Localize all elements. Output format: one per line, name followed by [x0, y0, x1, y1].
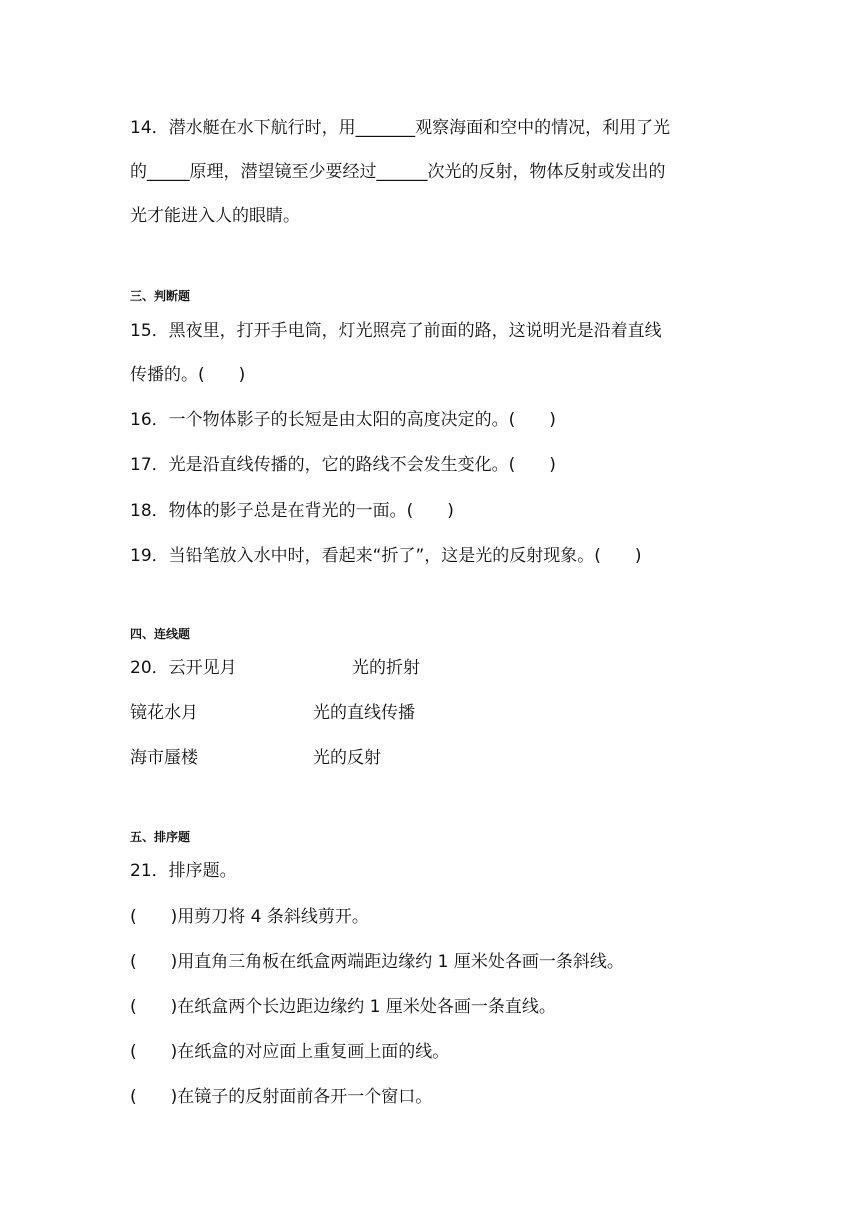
question-14-line-3: 光才能进入人的眼睛。: [130, 206, 300, 226]
question-16: 16．一个物体影子的长短是由太阳的高度决定的。( ): [130, 410, 556, 430]
ordering-item: ( )在镜子的反射面前各开一个窗口。: [130, 1087, 433, 1107]
ordering-item: ( )用直角三角板在纸盒两端距边缘约 1 厘米处各画一条斜线。: [130, 952, 624, 972]
matching-left-item: 20．云开见月: [130, 658, 237, 678]
ordering-item: ( )在纸盒的对应面上重复画上面的线。: [130, 1042, 450, 1062]
question-14-line-2: 的_____原理，潜望镜至少要经过______次光的反射，物体反射或发出的: [130, 162, 666, 182]
question-15-line-1: 15．黑夜里，打开手电筒，灯光照亮了前面的路，这说明光是沿着直线: [130, 321, 662, 341]
matching-left-item: 镜花水月: [130, 703, 198, 722]
matching-right-item: 光的折射: [352, 658, 420, 677]
question-18: 18．物体的影子总是在背光的一面。( ): [130, 501, 454, 521]
question-21-title: 21．排序题。: [130, 861, 237, 881]
ordering-item: ( )在纸盒两个长边距边缘约 1 厘米处各画一条直线。: [130, 997, 556, 1017]
matching-right-item: 光的直线传播: [313, 703, 415, 722]
matching-left-item: 海市蜃楼: [130, 748, 198, 767]
question-17: 17．光是沿直线传播的，它的路线不会发生变化。( ): [130, 455, 556, 475]
question-14-line-1: 14．潜水艇在水下航行时，用_______观察海面和空中的情况，利用了光: [130, 118, 671, 138]
section-heading-matching: 四、连线题: [130, 627, 191, 641]
section-heading-judgement: 三、判断题: [130, 289, 191, 303]
question-19: 19．当铅笔放入水中时，看起来“折了”，这是光的反射现象。( ): [130, 546, 642, 566]
ordering-item: ( )用剪刀将 4 条斜线剪开。: [130, 907, 369, 927]
question-15-line-2: 传播的。( ): [130, 365, 246, 385]
matching-right-item: 光的反射: [313, 748, 381, 767]
section-heading-ordering: 五、排序题: [130, 830, 191, 844]
